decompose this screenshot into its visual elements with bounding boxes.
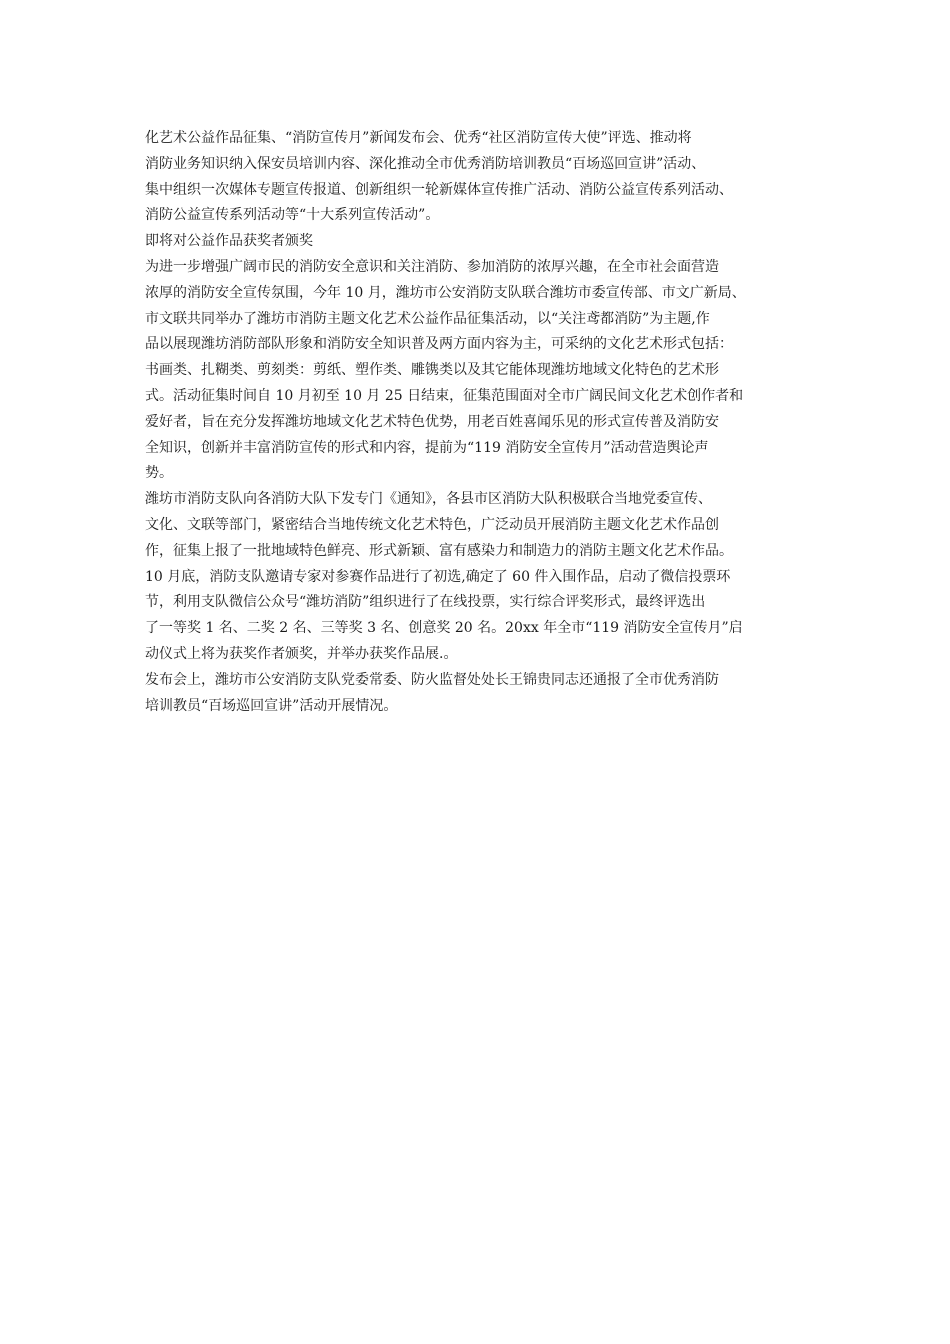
text-line: 市文联共同举办了潍坊市消防主题文化艺术公益作品征集活动，以“关注鸢都消防”为主题,作 <box>145 310 710 327</box>
text-line: 品以展现潍坊消防部队形象和消防安全知识普及两方面内容为主，可采纳的文化艺术形式包括： <box>145 336 733 353</box>
text-line: 节，利用支队微信公众号“潍坊消防”组织进行了在线投票，实行综合评奖形式，最终评选出 <box>145 594 706 611</box>
document-body <box>145 126 815 719</box>
text-line: 书画类、扎糊类、剪刻类：剪纸、塑作类、雕镌类以及其它能体现潍坊地域文化特色的艺术形 <box>145 362 719 379</box>
text-line: 10 月底，消防支队邀请专家对参赛作品进行了初选,确定了 60 件入围作品，启动了微信投票环 <box>145 568 731 585</box>
text-line: 集中组织一次媒体专题宣传报道、创新组织一轮新媒体宣传推广活动、消防公益宣传系列活动、 <box>145 181 733 198</box>
text-line: 培训教员“百场巡回宣讲”活动开展情况。 <box>145 697 398 714</box>
text-line: 爱好者，旨在充分发挥潍坊地域文化艺术特色优势，用老百姓喜闻乐见的形式宣传普及消防安 <box>145 413 719 430</box>
text-line: 了一等奖 1 名、二奖 2 名、三等奖 3 名、创意奖 20 名。20xx 年全市“119 消防安全宣传月”启 <box>145 620 743 637</box>
text-line: 动仪式上将为获奖作者颁奖，并举办获奖作品展.。 <box>145 645 458 662</box>
text-line: 化艺术公益作品征集、“消防宣传月”新闻发布会、优秀“社区消防宣传大使”评选、推动将 <box>145 130 692 146</box>
text-line: 为进一步增强广阔市民的消防安全意识和关注消防、参加消防的浓厚兴趣，在全市社会面营造 <box>145 258 719 275</box>
text-line: 消防业务知识纳入保安员培训内容、深化推动全市优秀消防培训教员“百场巡回宣讲”活动、 <box>145 155 706 172</box>
text-line: 全知识，创新并丰富消防宣传的形式和内容，提前为“119 消防安全宣传月”活动营造舆论声 <box>145 439 709 456</box>
text-line: 潍坊市消防支队向各消防大队下发专门《通知》，各县市区消防大队积极联合当地党委宣传、 <box>145 491 712 508</box>
text-line: 发布会上，潍坊市公安消防支队党委常委、防火监督处处长王锦贵同志还通报了全市优秀消防 <box>145 671 719 688</box>
section-heading: 即将对公益作品获奖者颁奖 <box>145 233 313 250</box>
text-line: 式。活动征集时间自 10 月初至 10 月 25 日结束，征集范围面对全市广阔民间文化艺术创作者和 <box>145 387 744 404</box>
text-line: 浓厚的消防安全宣传氛围，今年 10 月，潍坊市公安消防支队联合潍坊市委宣传部、市文广新局、 <box>145 284 746 301</box>
text-line: 势。 <box>145 465 173 482</box>
text-line: 消防公益宣传系列活动等“十大系列宣传活动”。 <box>145 207 440 224</box>
text-line: 文化、文联等部门，紧密结合当地传统文化艺术特色，广泛动员开展消防主题文化艺术作品创 <box>145 516 719 533</box>
text-line: 作，征集上报了一批地域特色鲜亮、形式新颖、富有感染力和制造力的消防主题文化艺术作品。 <box>145 542 733 559</box>
